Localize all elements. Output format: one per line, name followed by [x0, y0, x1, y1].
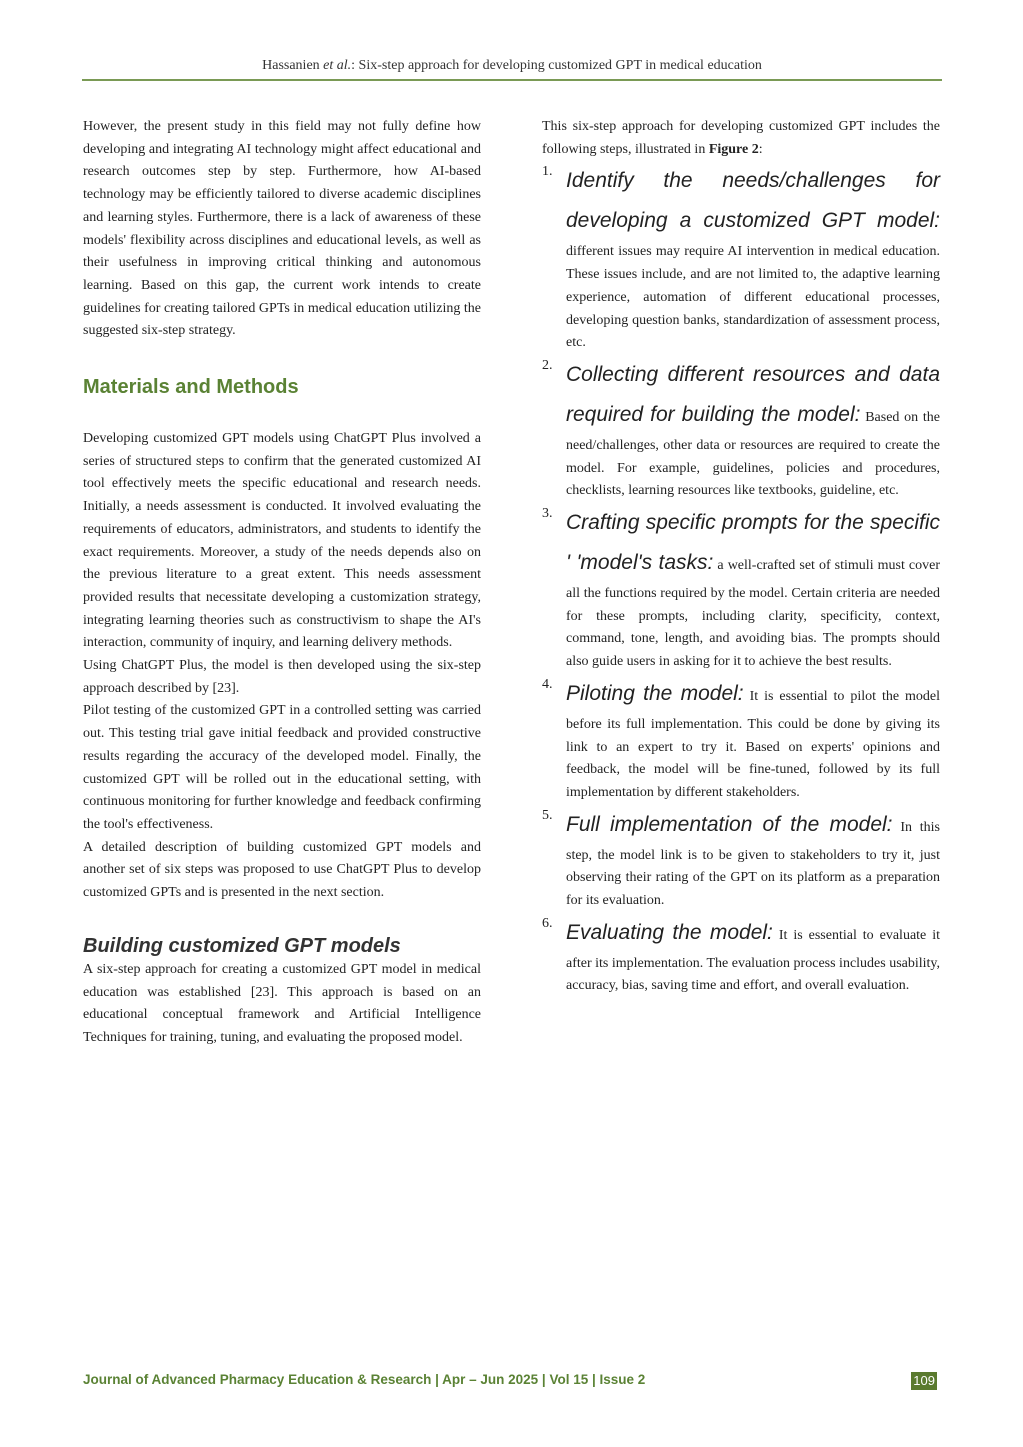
materials-methods-heading: Materials and Methods [83, 376, 299, 399]
page-footer [83, 1372, 943, 1392]
step-title: Collecting different resources and data required for building the model: [566, 362, 940, 426]
step-body: It is essential to evaluate it after its implementation. The evaluation process includes usability, accuracy, bias, saving time and effort, and overall evaluation. [566, 927, 941, 994]
figure-2-reference[interactable]: Figure 2 [708, 141, 759, 157]
step-number: 4. [542, 676, 553, 692]
step-body: Based on the need/challenges, other data or resources are required to create the model. For example, guidelines, policies and procedures, checklists, learning resources like textbooks, guideline, etc. [566, 409, 941, 499]
methods-paragraph-2: Using ChatGPT Plus, the model is then developed using the six-step approach described by [23]. [83, 658, 481, 696]
page-number: 109 [913, 1373, 935, 1388]
step-title: Crafting specific prompts for the specific ' 'model's tasks: [566, 511, 940, 575]
step-number: 6. [542, 915, 553, 931]
header-et-al: et al. [323, 58, 352, 73]
building-paragraph: A six-step approach for creating a customized GPT model in medical education was established [23]. This approach is based on an educational conceptual framework and Artificial Intelligence Techniques for training, tuning, and evaluating the proposed model. [83, 961, 481, 1045]
step-title: Identify the needs/challenges for developing a customized GPT model: [566, 169, 940, 233]
steps-intro-colon: : [758, 141, 763, 157]
step-number: 2. [542, 357, 553, 373]
step-body: different issues may require AI intervention in medical education. These issues include, and are not limited to, the adaptive learning experience, automation of different educational processes, developing question banks, standardization of assessment process, etc. [566, 244, 940, 351]
step-body: It is essential to pilot the model before its full implementation. This could be done by giving its link to an expert to try it. Based on experts' opinions and feedback, the model will be fine-tuned, followed by its full implementation by different stakeholders. [566, 688, 940, 800]
step-body: In this step, the model link is to be given to stakeholders to try it, just observing their rating of the GPT on its platform as a preparation for its evaluation. [566, 819, 940, 909]
header-authors: Hassanien [262, 58, 320, 73]
steps-list [542, 161, 940, 998]
step-title: Piloting the model: [566, 681, 744, 705]
step-item-2 [542, 355, 940, 503]
step-title: Evaluating the model: [566, 920, 773, 944]
steps-intro-text: This six-step approach for developing customized GPT includes the following steps, illustrated in [542, 119, 940, 157]
step-title: Full implementation of the model: [566, 812, 893, 836]
journal-footer: Journal of Advanced Pharmacy Education & Research | Apr – Jun 2025 | Vol 15 | Issue 2 [83, 1372, 646, 1387]
step-body: a well-crafted set of stimuli must cover all the functions required by the model. Certain criteria are needed for these prompts, including clarity, specificity, context, command, tone, length, and avoiding bias. The prompts should also guide users in asking for it to achieve the best results. [566, 558, 941, 670]
step-number: 3. [542, 506, 553, 522]
step-item-3 [542, 503, 940, 674]
step-item-4 [542, 674, 940, 805]
methods-paragraph-3: Pilot testing of the customized GPT in a controlled setting was carried out. This testing trial gave initial feedback and provided constructive results regarding the accuracy of the developed model. Finally, the customized GPT will be rolled out in the educational setting, with continuous monitoring for further knowledge and feedback confirming the tool's effectiveness. [83, 703, 481, 832]
right-column [542, 116, 940, 998]
building-models-heading: Building customized GPT models [83, 934, 401, 957]
step-number: 5. [542, 807, 553, 823]
left-column [83, 116, 481, 1050]
step-item-1 [542, 161, 940, 355]
step-number: 1. [542, 164, 553, 180]
running-header [82, 58, 942, 74]
methods-paragraph-4: A detailed description of building customized GPT models and another set of six steps was proposed to use ChatGPT Plus to develop customized GPTs and is presented in the next section. [83, 839, 481, 901]
steps-intro [542, 116, 940, 161]
step-item-6 [542, 913, 940, 998]
header-title: : Six-step approach for developing customized GPT in medical education [351, 58, 762, 73]
methods-paragraph-1: Developing customized GPT models using ChatGPT Plus involved a series of structured steps to confirm that the generated customized AI tool effectively meets the specific educational and research needs. Initially, a needs assessment is conducted. It involved evaluating the requirements of educators, administrators, and students to identify the exact requirements. Moreover, a study of the needs depends also on the previous literature to a great extent. This needs assessment provided results that necessitate developing a customization strategy, integrating learning theories such as constructivism to shape the AI's interaction, community of inquiry, and learning delivery methods. [83, 431, 481, 651]
intro-paragraph: However, the present study in this field may not fully define how developing and integrating AI technology might affect educational and research outcomes step by step. Furthermore, how AI-based technology may be efficiently tailored to diverse academic disciplines and learning styles. Furthermore, there is a lack of awareness of these models' flexibility across disciplines and educational levels, as well as their usefulness in improving critical thinking and autonomous learning. Based on this gap, the current work intends to create guidelines for creating tailored GPTs in medical education utilizing the suggested six-step strategy. [83, 119, 481, 339]
header-rule [82, 79, 942, 81]
step-item-5 [542, 805, 940, 913]
